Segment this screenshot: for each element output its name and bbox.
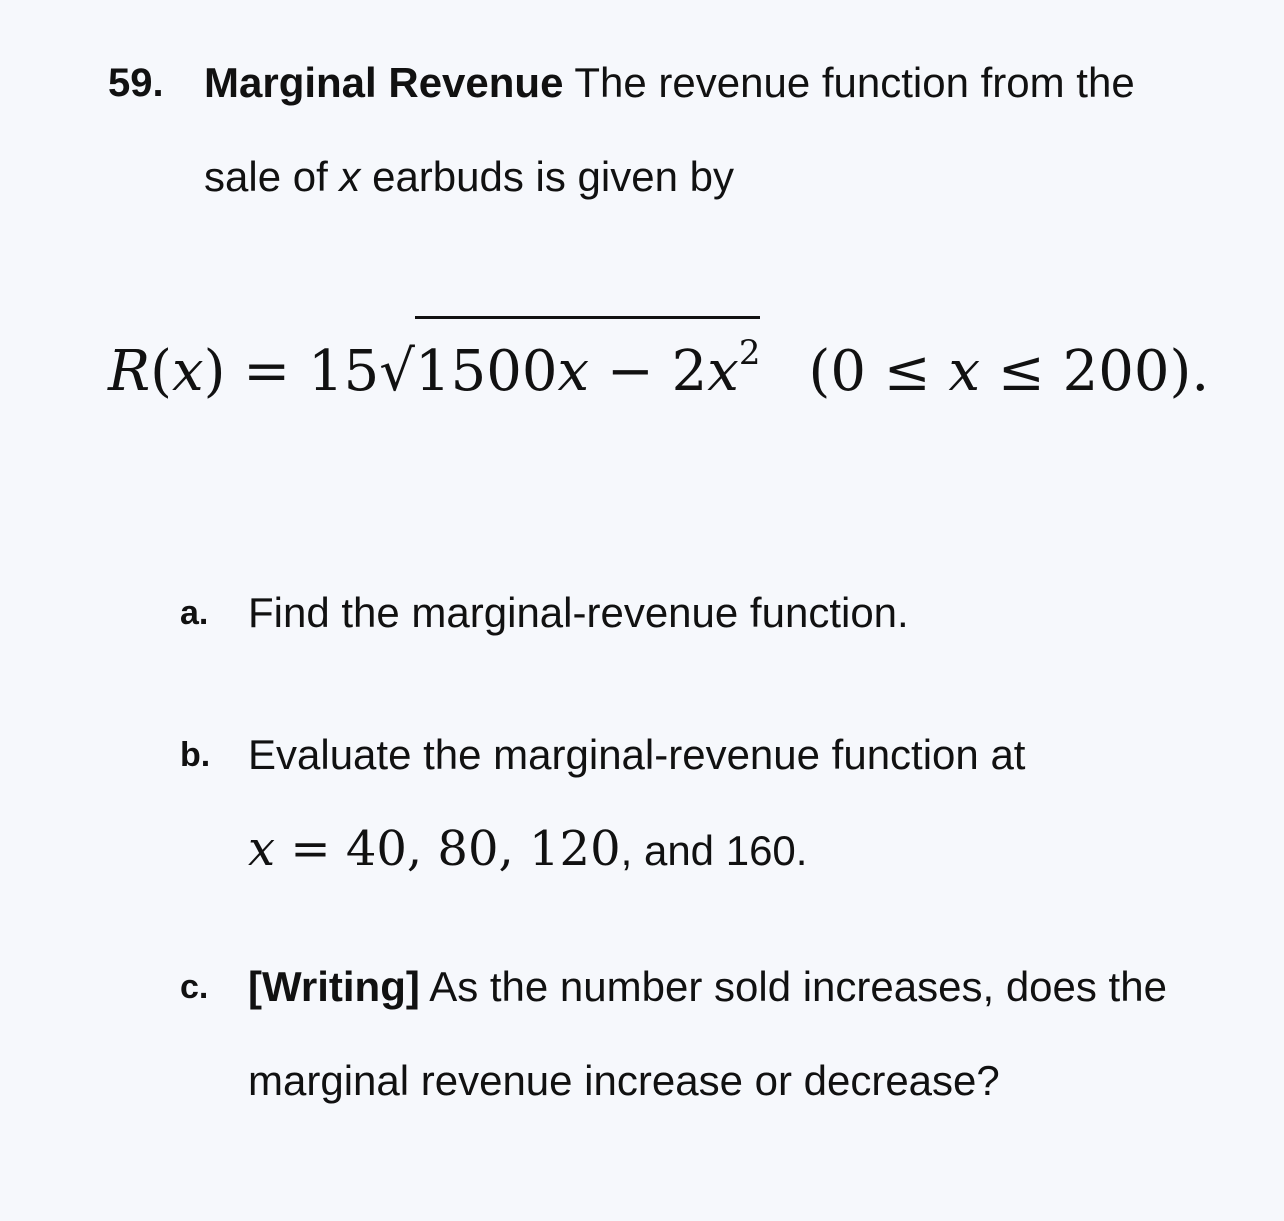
formula-open-paren: ( [150,339,173,404]
part-b [180,708,1240,898]
part-b-label: b. [180,736,211,774]
part-c-tag: [Writing] [248,963,420,1010]
part-a [180,566,1240,660]
formula-period: . [1191,339,1210,404]
part-b-body [248,708,1240,898]
part-c [180,940,1240,1128]
problem-intro-text: The revenue function from the sale of [204,59,1135,200]
problem-intro-end: earbuds is given by [360,153,734,200]
part-b-math-variable: x [248,821,276,877]
part-c-text: As the number sold increases, does the marginal revenue increase or decrease? [248,963,1167,1104]
sqrt-icon: √ [379,339,415,404]
radicand-exponent: 2 [738,333,761,373]
part-a-text: Find the marginal-revenue function. [248,589,909,636]
radicand-minus: − [589,339,672,404]
radicand-second-variable: x [707,339,739,404]
domain-open: (0 ≤ [808,339,949,404]
square-root [379,316,760,417]
revenue-formula [108,316,1248,406]
part-b-math [248,821,621,877]
formula-function-name: R [108,339,151,404]
radicand-second-coefficient: 2 [671,339,708,404]
part-b-text-end: , and 160. [620,827,808,874]
part-c-label: c. [180,968,209,1006]
problem-title: Marginal Revenue [204,59,564,106]
formula-coefficient: 15 [308,339,380,404]
domain-variable: x [948,339,981,404]
problem-statement [108,36,1218,224]
formula-close-paren: ) [203,339,226,404]
radicand-variable: x [557,339,590,404]
part-a-label: a. [180,594,209,632]
radicand [415,316,761,404]
radicand-coefficient: 1500 [414,339,558,404]
problem-intro [204,36,1218,224]
part-b-text: Evaluate the marginal-revenue function at [248,731,1026,778]
domain-close: ≤ 200) [980,339,1192,404]
formula-variable: x [172,339,204,404]
problem-variable: x [339,153,361,200]
problem-number: 59. [108,61,164,105]
formula-equals: = [225,339,309,404]
part-c-body [248,940,1240,1128]
part-b-math-values: = 40, 80, 120 [275,821,621,877]
